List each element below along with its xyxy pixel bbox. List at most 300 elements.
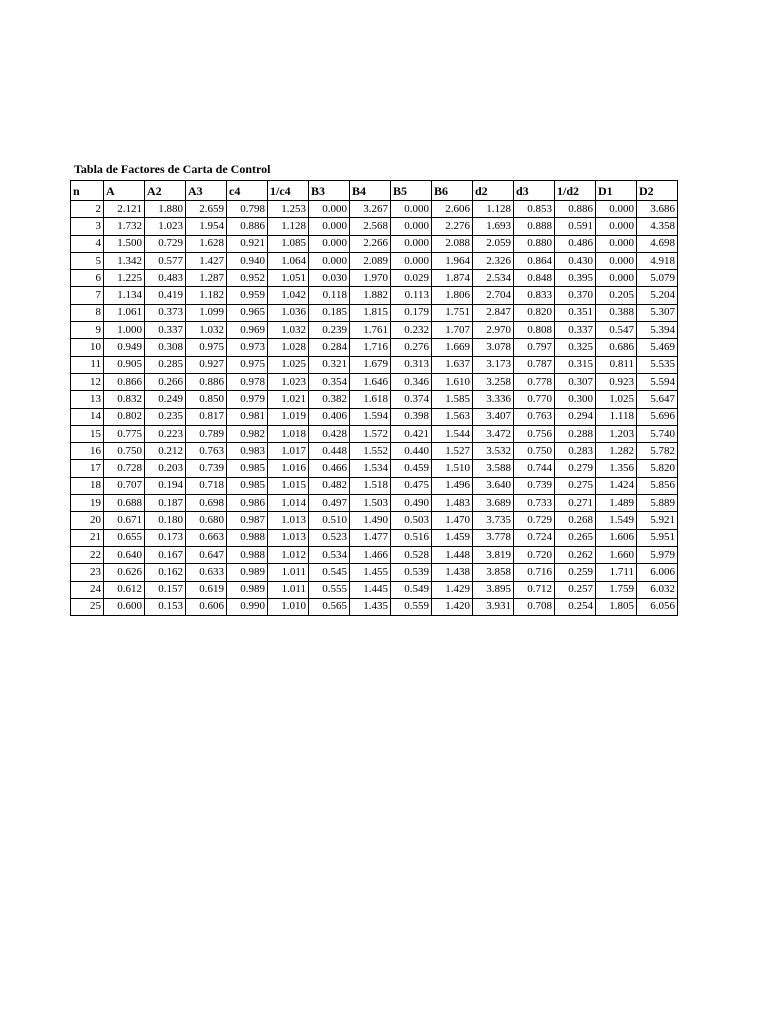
table-cell: 0.223 (145, 425, 186, 442)
table-cell: 2.534 (473, 270, 514, 287)
table-row (71, 529, 678, 546)
table-cell: 1.455 (350, 564, 391, 581)
table-cell: 0.680 (186, 512, 227, 529)
table-cell: 5.979 (637, 546, 678, 563)
table-cell: 3.472 (473, 425, 514, 442)
table-cell: 0.549 (391, 581, 432, 598)
column-header: 1/d2 (555, 181, 596, 201)
table-cell: 0.989 (227, 564, 268, 581)
column-header: A (104, 181, 145, 201)
table-cell: 1.805 (596, 598, 637, 615)
table-cell: 1.011 (268, 581, 309, 598)
table-cell: 1.438 (432, 564, 473, 581)
table-cell: 0.729 (145, 235, 186, 252)
table-cell: 0.811 (596, 356, 637, 373)
table-row (71, 460, 678, 477)
table-cell: 0.271 (555, 495, 596, 512)
table-cell: 1.500 (104, 235, 145, 252)
table-cell: 0.739 (186, 460, 227, 477)
table-cell: 1.015 (268, 477, 309, 494)
table-cell: 1.459 (432, 529, 473, 546)
table-cell: 1.128 (268, 218, 309, 235)
row-n-cell: 18 (71, 477, 104, 494)
table-cell: 0.406 (309, 408, 350, 425)
column-header: n (71, 181, 104, 201)
table-cell: 0.647 (186, 546, 227, 563)
table-cell: 0.612 (104, 581, 145, 598)
table-row (71, 598, 678, 615)
table-cell: 1.970 (350, 270, 391, 287)
table-cell: 0.212 (145, 443, 186, 460)
table-cell: 1.342 (104, 252, 145, 269)
table-cell: 0.949 (104, 339, 145, 356)
table-cell: 0.559 (391, 598, 432, 615)
table-cell: 0.113 (391, 287, 432, 304)
table-row (71, 391, 678, 408)
table-cell: 2.088 (432, 235, 473, 252)
table-cell: 0.820 (514, 304, 555, 321)
column-header: B3 (309, 181, 350, 201)
table-cell: 1.253 (268, 201, 309, 218)
table-cell: 1.815 (350, 304, 391, 321)
table-cell: 1.128 (473, 201, 514, 218)
table-cell: 0.266 (145, 373, 186, 390)
table-cell: 3.336 (473, 391, 514, 408)
table-cell: 0.787 (514, 356, 555, 373)
table-cell: 2.606 (432, 201, 473, 218)
table-cell: 0.235 (145, 408, 186, 425)
table-cell: 0.739 (514, 477, 555, 494)
table-cell: 0.187 (145, 495, 186, 512)
table-cell: 0.321 (309, 356, 350, 373)
table-cell: 0.969 (227, 322, 268, 339)
table-cell: 0.606 (186, 598, 227, 615)
table-cell: 0.370 (555, 287, 596, 304)
table-cell: 0.239 (309, 322, 350, 339)
table-cell: 1.282 (596, 443, 637, 460)
table-cell: 1.013 (268, 512, 309, 529)
table-row (71, 339, 678, 356)
row-n-cell: 5 (71, 252, 104, 269)
table-cell: 0.880 (514, 235, 555, 252)
table-cell: 0.619 (186, 581, 227, 598)
table-cell: 0.975 (186, 339, 227, 356)
table-cell: 0.351 (555, 304, 596, 321)
table-cell: 1.759 (596, 581, 637, 598)
row-n-cell: 25 (71, 598, 104, 615)
table-cell: 0.698 (186, 495, 227, 512)
table-cell: 0.981 (227, 408, 268, 425)
table-cell: 1.549 (596, 512, 637, 529)
table-cell: 3.931 (473, 598, 514, 615)
table-cell: 0.395 (555, 270, 596, 287)
table-cell: 1.693 (473, 218, 514, 235)
table-cell: 0.000 (309, 201, 350, 218)
table-cell: 5.307 (637, 304, 678, 321)
table-cell: 1.880 (145, 201, 186, 218)
table-cell: 2.568 (350, 218, 391, 235)
table-cell: 2.704 (473, 287, 514, 304)
table-cell: 1.732 (104, 218, 145, 235)
column-header: B5 (391, 181, 432, 201)
table-cell: 5.079 (637, 270, 678, 287)
table-cell: 1.064 (268, 252, 309, 269)
table-cell: 0.708 (514, 598, 555, 615)
table-cell: 1.085 (268, 235, 309, 252)
table-cell: 0.959 (227, 287, 268, 304)
table-cell: 0.988 (227, 546, 268, 563)
table-cell: 1.527 (432, 443, 473, 460)
table-cell: 5.204 (637, 287, 678, 304)
table-cell: 2.089 (350, 252, 391, 269)
table-cell: 0.750 (514, 443, 555, 460)
table-cell: 1.023 (268, 373, 309, 390)
table-cell: 0.686 (596, 339, 637, 356)
table-cell: 0.029 (391, 270, 432, 287)
table-cell: 1.014 (268, 495, 309, 512)
table-cell: 0.288 (555, 425, 596, 442)
table-cell: 0.483 (145, 270, 186, 287)
table-cell: 0.763 (514, 408, 555, 425)
table-cell: 0.990 (227, 598, 268, 615)
table-cell: 3.858 (473, 564, 514, 581)
table-cell: 0.118 (309, 287, 350, 304)
table-cell: 3.895 (473, 581, 514, 598)
row-n-cell: 7 (71, 287, 104, 304)
table-cell: 1.660 (596, 546, 637, 563)
table-cell: 0.888 (514, 218, 555, 235)
table-cell: 1.618 (350, 391, 391, 408)
table-row (71, 373, 678, 390)
table-cell: 0.440 (391, 443, 432, 460)
table-cell: 0.988 (227, 529, 268, 546)
table-cell: 0.565 (309, 598, 350, 615)
table-cell: 0.257 (555, 581, 596, 598)
table-cell: 0.510 (309, 512, 350, 529)
table-cell: 0.276 (391, 339, 432, 356)
table-cell: 1.637 (432, 356, 473, 373)
table-cell: 3.532 (473, 443, 514, 460)
table-row (71, 304, 678, 321)
table-cell: 0.808 (514, 322, 555, 339)
table-cell: 0.179 (391, 304, 432, 321)
table-cell: 0.249 (145, 391, 186, 408)
table-row (71, 408, 678, 425)
table-cell: 1.707 (432, 322, 473, 339)
table-cell: 0.744 (514, 460, 555, 477)
table-cell: 0.000 (391, 252, 432, 269)
table-cell: 5.951 (637, 529, 678, 546)
table-cell: 0.000 (309, 218, 350, 235)
table-cell: 1.806 (432, 287, 473, 304)
table-cell: 3.778 (473, 529, 514, 546)
table-cell: 1.518 (350, 477, 391, 494)
row-n-cell: 3 (71, 218, 104, 235)
table-cell: 1.019 (268, 408, 309, 425)
table-cell: 0.756 (514, 425, 555, 442)
table-cell: 0.778 (514, 373, 555, 390)
table-cell: 1.025 (596, 391, 637, 408)
table-cell: 1.012 (268, 546, 309, 563)
column-header: c4 (227, 181, 268, 201)
table-cell: 0.180 (145, 512, 186, 529)
table-cell: 3.078 (473, 339, 514, 356)
table-cell: 0.279 (555, 460, 596, 477)
table-cell: 0.940 (227, 252, 268, 269)
table-cell: 0.763 (186, 443, 227, 460)
table-cell: 1.552 (350, 443, 391, 460)
table-cell: 0.325 (555, 339, 596, 356)
table-body (71, 201, 678, 616)
table-cell: 0.655 (104, 529, 145, 546)
table-cell: 1.874 (432, 270, 473, 287)
row-n-cell: 24 (71, 581, 104, 598)
table-cell: 0.430 (555, 252, 596, 269)
table-cell: 0.000 (596, 252, 637, 269)
table-cell: 1.032 (186, 322, 227, 339)
table-cell: 0.000 (309, 235, 350, 252)
table-cell: 0.162 (145, 564, 186, 581)
table-cell: 0.388 (596, 304, 637, 321)
table-cell: 1.000 (104, 322, 145, 339)
table-cell: 0.294 (555, 408, 596, 425)
table-cell: 1.585 (432, 391, 473, 408)
table-row (71, 218, 678, 235)
row-n-cell: 19 (71, 495, 104, 512)
table-cell: 1.021 (268, 391, 309, 408)
table-cell: 0.153 (145, 598, 186, 615)
table-cell: 2.121 (104, 201, 145, 218)
table-cell: 1.435 (350, 598, 391, 615)
table-cell: 0.555 (309, 581, 350, 598)
table-cell: 1.424 (596, 477, 637, 494)
table-cell: 0.866 (104, 373, 145, 390)
table-cell: 0.633 (186, 564, 227, 581)
table-cell: 0.482 (309, 477, 350, 494)
table-cell: 0.770 (514, 391, 555, 408)
table-cell: 3.735 (473, 512, 514, 529)
table-cell: 0.833 (514, 287, 555, 304)
table-cell: 0.985 (227, 477, 268, 494)
table-cell: 5.856 (637, 477, 678, 494)
table-cell: 0.268 (555, 512, 596, 529)
table-cell: 0.728 (104, 460, 145, 477)
table-cell: 0.459 (391, 460, 432, 477)
table-cell: 0.688 (104, 495, 145, 512)
table-row (71, 477, 678, 494)
table-cell: 5.594 (637, 373, 678, 390)
table-cell: 5.647 (637, 391, 678, 408)
table-cell: 1.544 (432, 425, 473, 442)
table-cell: 1.051 (268, 270, 309, 287)
table-cell: 0.716 (514, 564, 555, 581)
table-cell: 3.407 (473, 408, 514, 425)
table-cell: 0.448 (309, 443, 350, 460)
table-cell: 0.275 (555, 477, 596, 494)
table-cell: 0.850 (186, 391, 227, 408)
row-n-cell: 4 (71, 235, 104, 252)
row-n-cell: 16 (71, 443, 104, 460)
table-cell: 0.733 (514, 495, 555, 512)
table-cell: 0.886 (186, 373, 227, 390)
table-cell: 1.964 (432, 252, 473, 269)
table-cell: 0.797 (514, 339, 555, 356)
table-cell: 0.523 (309, 529, 350, 546)
table-cell: 0.497 (309, 495, 350, 512)
table-cell: 1.225 (104, 270, 145, 287)
table-cell: 0.300 (555, 391, 596, 408)
table-cell: 1.025 (268, 356, 309, 373)
table-cell: 1.489 (596, 495, 637, 512)
table-cell: 1.628 (186, 235, 227, 252)
table-cell: 1.445 (350, 581, 391, 598)
table-cell: 0.986 (227, 495, 268, 512)
table-cell: 1.503 (350, 495, 391, 512)
table-cell: 0.528 (391, 546, 432, 563)
table-cell: 0.000 (596, 270, 637, 287)
table-cell: 3.588 (473, 460, 514, 477)
table-cell: 1.427 (186, 252, 227, 269)
table-cell: 1.610 (432, 373, 473, 390)
table-title: Tabla de Factores de Carta de Control (74, 162, 271, 176)
table-cell: 0.254 (555, 598, 596, 615)
table-cell: 0.921 (227, 235, 268, 252)
row-n-cell: 6 (71, 270, 104, 287)
table-cell: 0.000 (596, 218, 637, 235)
table-cell: 2.659 (186, 201, 227, 218)
table-cell: 0.000 (391, 218, 432, 235)
table-cell: 1.099 (186, 304, 227, 321)
table-cell: 0.864 (514, 252, 555, 269)
table-cell: 0.853 (514, 201, 555, 218)
table-cell: 0.547 (596, 322, 637, 339)
row-n-cell: 11 (71, 356, 104, 373)
table-cell: 0.313 (391, 356, 432, 373)
table-cell: 1.483 (432, 495, 473, 512)
table-cell: 0.848 (514, 270, 555, 287)
table-cell: 0.194 (145, 477, 186, 494)
table-cell: 0.707 (104, 477, 145, 494)
table-cell: 3.686 (637, 201, 678, 218)
table-cell: 0.577 (145, 252, 186, 269)
table-cell: 0.337 (555, 322, 596, 339)
table-cell: 0.503 (391, 512, 432, 529)
table-cell: 0.534 (309, 546, 350, 563)
table-cell: 0.185 (309, 304, 350, 321)
table-cell: 2.326 (473, 252, 514, 269)
table-cell: 5.820 (637, 460, 678, 477)
table-cell: 5.696 (637, 408, 678, 425)
table-cell: 0.475 (391, 477, 432, 494)
table-cell: 0.545 (309, 564, 350, 581)
table-cell: 5.740 (637, 425, 678, 442)
table-cell: 0.000 (596, 201, 637, 218)
table-cell: 1.716 (350, 339, 391, 356)
table-cell: 0.307 (555, 373, 596, 390)
table-cell: 1.018 (268, 425, 309, 442)
table-cell: 5.394 (637, 322, 678, 339)
table-cell: 1.032 (268, 322, 309, 339)
table-cell: 0.000 (309, 252, 350, 269)
table-cell: 0.798 (227, 201, 268, 218)
table-cell: 0.337 (145, 322, 186, 339)
table-row (71, 564, 678, 581)
table-cell: 0.030 (309, 270, 350, 287)
table-cell: 1.534 (350, 460, 391, 477)
table-cell: 0.232 (391, 322, 432, 339)
table-cell: 6.056 (637, 598, 678, 615)
table-cell: 3.267 (350, 201, 391, 218)
row-n-cell: 14 (71, 408, 104, 425)
table-cell: 0.265 (555, 529, 596, 546)
table-row (71, 322, 678, 339)
table-cell: 1.466 (350, 546, 391, 563)
table-cell: 0.663 (186, 529, 227, 546)
column-header: A2 (145, 181, 186, 201)
table-cell: 1.490 (350, 512, 391, 529)
table-cell: 0.626 (104, 564, 145, 581)
table-cell: 6.032 (637, 581, 678, 598)
table-cell: 0.720 (514, 546, 555, 563)
table-row (71, 287, 678, 304)
table-cell: 0.315 (555, 356, 596, 373)
table-cell: 0.802 (104, 408, 145, 425)
row-n-cell: 8 (71, 304, 104, 321)
table-cell: 0.640 (104, 546, 145, 563)
table-cell: 0.490 (391, 495, 432, 512)
table-cell: 1.011 (268, 564, 309, 581)
table-cell: 1.761 (350, 322, 391, 339)
table-cell: 1.118 (596, 408, 637, 425)
table-row (71, 546, 678, 563)
row-n-cell: 15 (71, 425, 104, 442)
table-cell: 0.486 (555, 235, 596, 252)
table-cell: 6.006 (637, 564, 678, 581)
table-cell: 0.983 (227, 443, 268, 460)
row-n-cell: 12 (71, 373, 104, 390)
table-cell: 0.419 (145, 287, 186, 304)
table-row (71, 581, 678, 598)
table-cell: 1.010 (268, 598, 309, 615)
table-cell: 0.205 (596, 287, 637, 304)
table-cell: 0.832 (104, 391, 145, 408)
table-cell: 0.712 (514, 581, 555, 598)
table-cell: 0.905 (104, 356, 145, 373)
table-cell: 0.516 (391, 529, 432, 546)
table-cell: 0.374 (391, 391, 432, 408)
table-cell: 1.134 (104, 287, 145, 304)
column-header: D1 (596, 181, 637, 201)
column-header: d3 (514, 181, 555, 201)
table-cell: 5.535 (637, 356, 678, 373)
table-cell: 4.358 (637, 218, 678, 235)
table-cell: 1.036 (268, 304, 309, 321)
table-cell: 5.469 (637, 339, 678, 356)
table-cell: 1.751 (432, 304, 473, 321)
table-cell: 0.724 (514, 529, 555, 546)
table-cell: 1.016 (268, 460, 309, 477)
table-cell: 0.729 (514, 512, 555, 529)
table-cell: 0.283 (555, 443, 596, 460)
column-header: 1/c4 (268, 181, 309, 201)
table-cell: 1.510 (432, 460, 473, 477)
column-header: D2 (637, 181, 678, 201)
row-n-cell: 21 (71, 529, 104, 546)
table-cell: 1.042 (268, 287, 309, 304)
table-cell: 4.918 (637, 252, 678, 269)
table-row (71, 270, 678, 287)
table-cell: 0.886 (227, 218, 268, 235)
